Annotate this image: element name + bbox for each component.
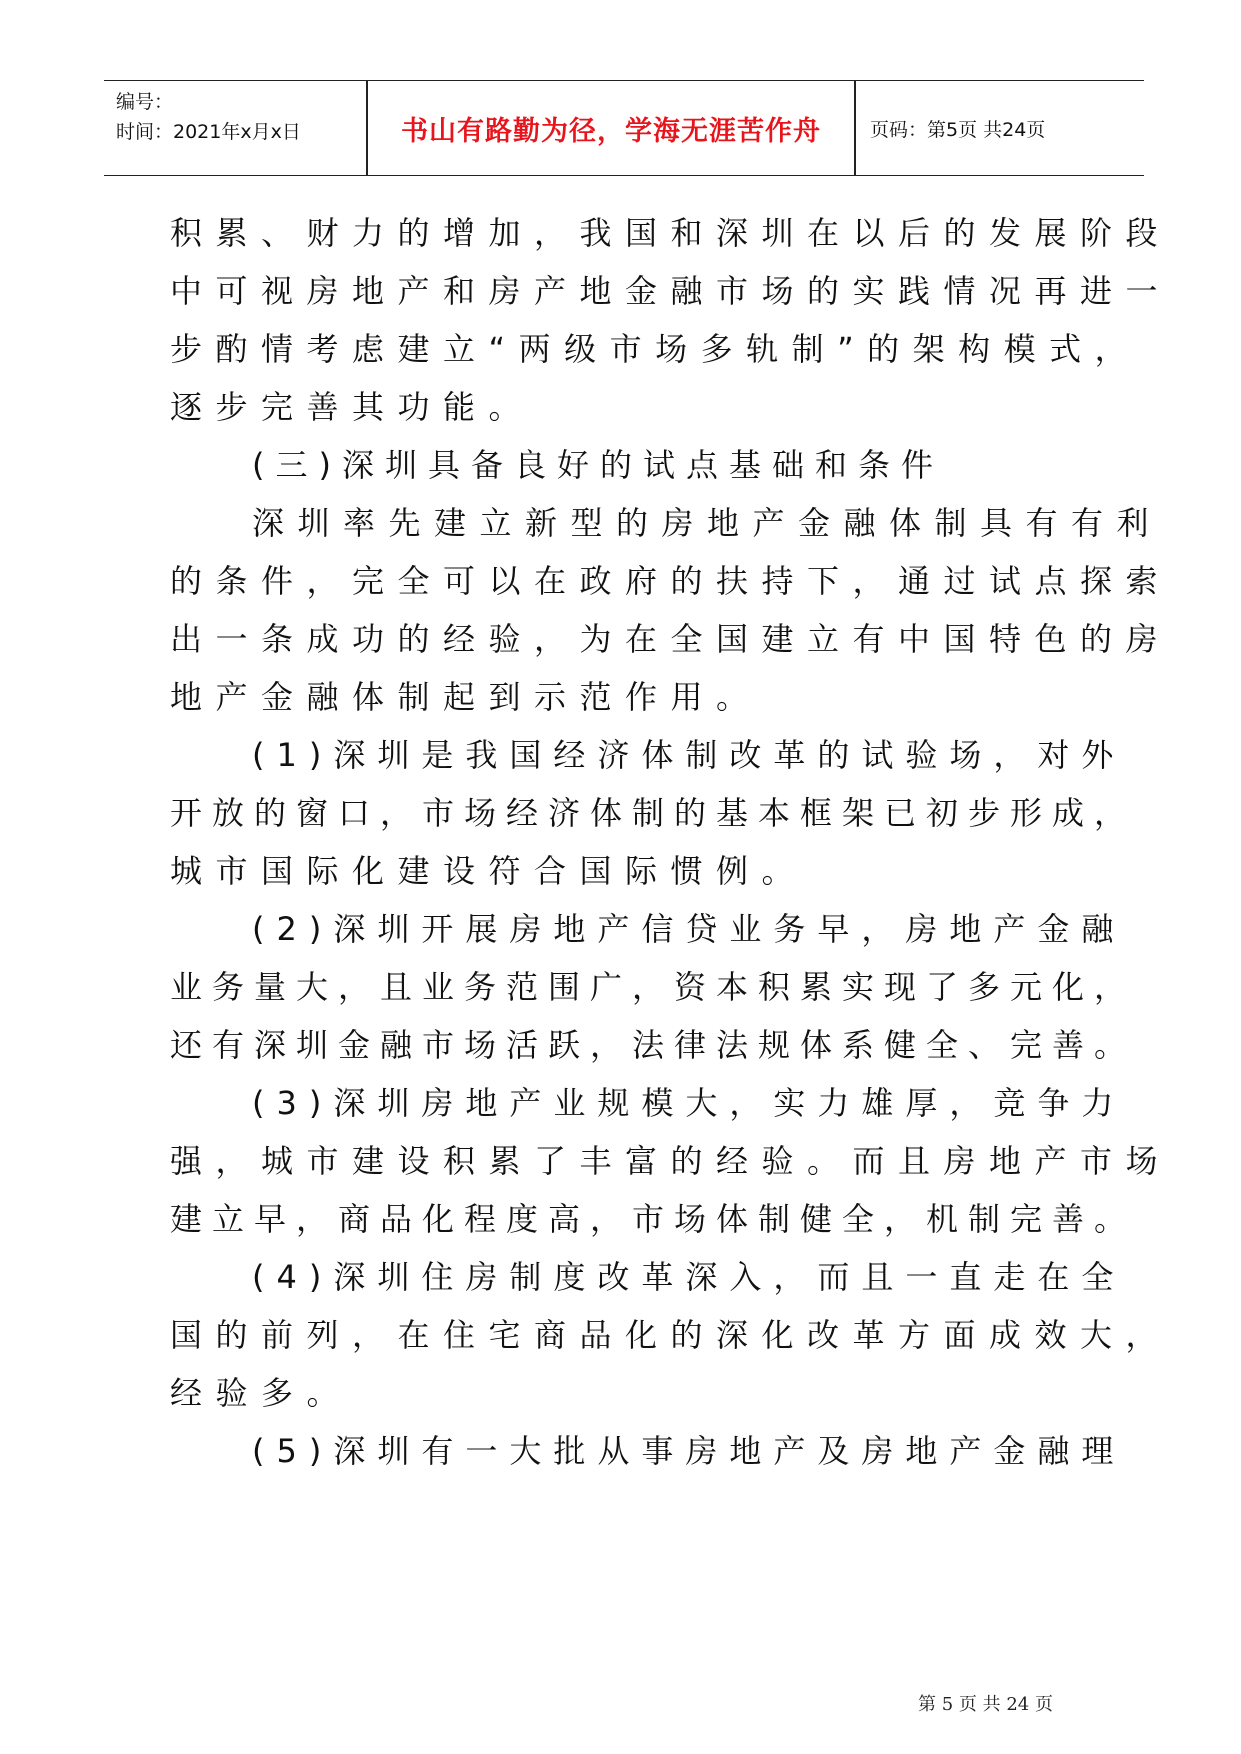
- body-line: 步酌情考虑建立“两级市场多轨制”的架构模式，: [170, 330, 1141, 368]
- body-line: 还有深圳金融市场活跃，法律法规体系健全、完善。: [170, 1026, 1137, 1064]
- header-divider-right: [854, 81, 856, 175]
- body-line: 的条件，完全可以在政府的扶持下，通过试点探索: [170, 562, 1172, 600]
- body-line: 出一条成功的经验，为在全国建立有中国特色的房: [170, 620, 1172, 658]
- body-line: 逐步完善其功能。: [170, 388, 535, 426]
- document-header: [104, 80, 1144, 176]
- body-line: 城市国际化建设符合国际惯例。: [170, 852, 808, 890]
- header-page-info: 页码：第5页 共24页: [870, 118, 1046, 141]
- page-footer: 第 5 页 共 24 页: [918, 1694, 1053, 1715]
- body-line: 中可视房地产和房产地金融市场的实践情况再进一: [170, 272, 1172, 310]
- serial-number-label: 编号：: [116, 91, 174, 113]
- section-heading: (三)深圳具备良好的试点基础和条件: [252, 446, 944, 484]
- body-line: 地产金融体制起到示范作用。: [170, 678, 762, 716]
- body-line: 积累、财力的增加，我国和深圳在以后的发展阶段: [170, 214, 1172, 252]
- body-line: 开放的窗口，市场经济体制的基本框架已初步形成，: [170, 794, 1137, 832]
- list-item: (5)深圳有一大批从事房地产及房地产金融理: [252, 1432, 1126, 1470]
- list-item: (3)深圳房地产业规模大，实力雄厚，竞争力: [252, 1084, 1126, 1122]
- header-motto: 书山有路勤为径，学海无涯苦作舟: [401, 115, 821, 147]
- body-line: 建立早，商品化程度高，市场体制健全，机制完善。: [170, 1200, 1137, 1238]
- list-item: (1)深圳是我国经济体制改革的试验场，对外: [252, 736, 1126, 774]
- body-line: 深圳率先建立新型的房地产金融体制具有有利: [252, 504, 1163, 542]
- date-label: 时间：2021年x月x日: [116, 121, 301, 143]
- body-line: 业务量大，且业务范围广，资本积累实现了多元化，: [170, 968, 1137, 1006]
- body-line: 强，城市建设积累了丰富的经验。而且房地产市场: [170, 1142, 1172, 1180]
- body-line: 国的前列，在住宅商品化的深化改革方面成效大，: [170, 1316, 1172, 1354]
- list-item: (2)深圳开展房地产信贷业务早，房地产金融: [252, 910, 1126, 948]
- body-line: 经验多。: [170, 1374, 353, 1412]
- list-item: (4)深圳住房制度改革深入，而且一直走在全: [252, 1258, 1126, 1296]
